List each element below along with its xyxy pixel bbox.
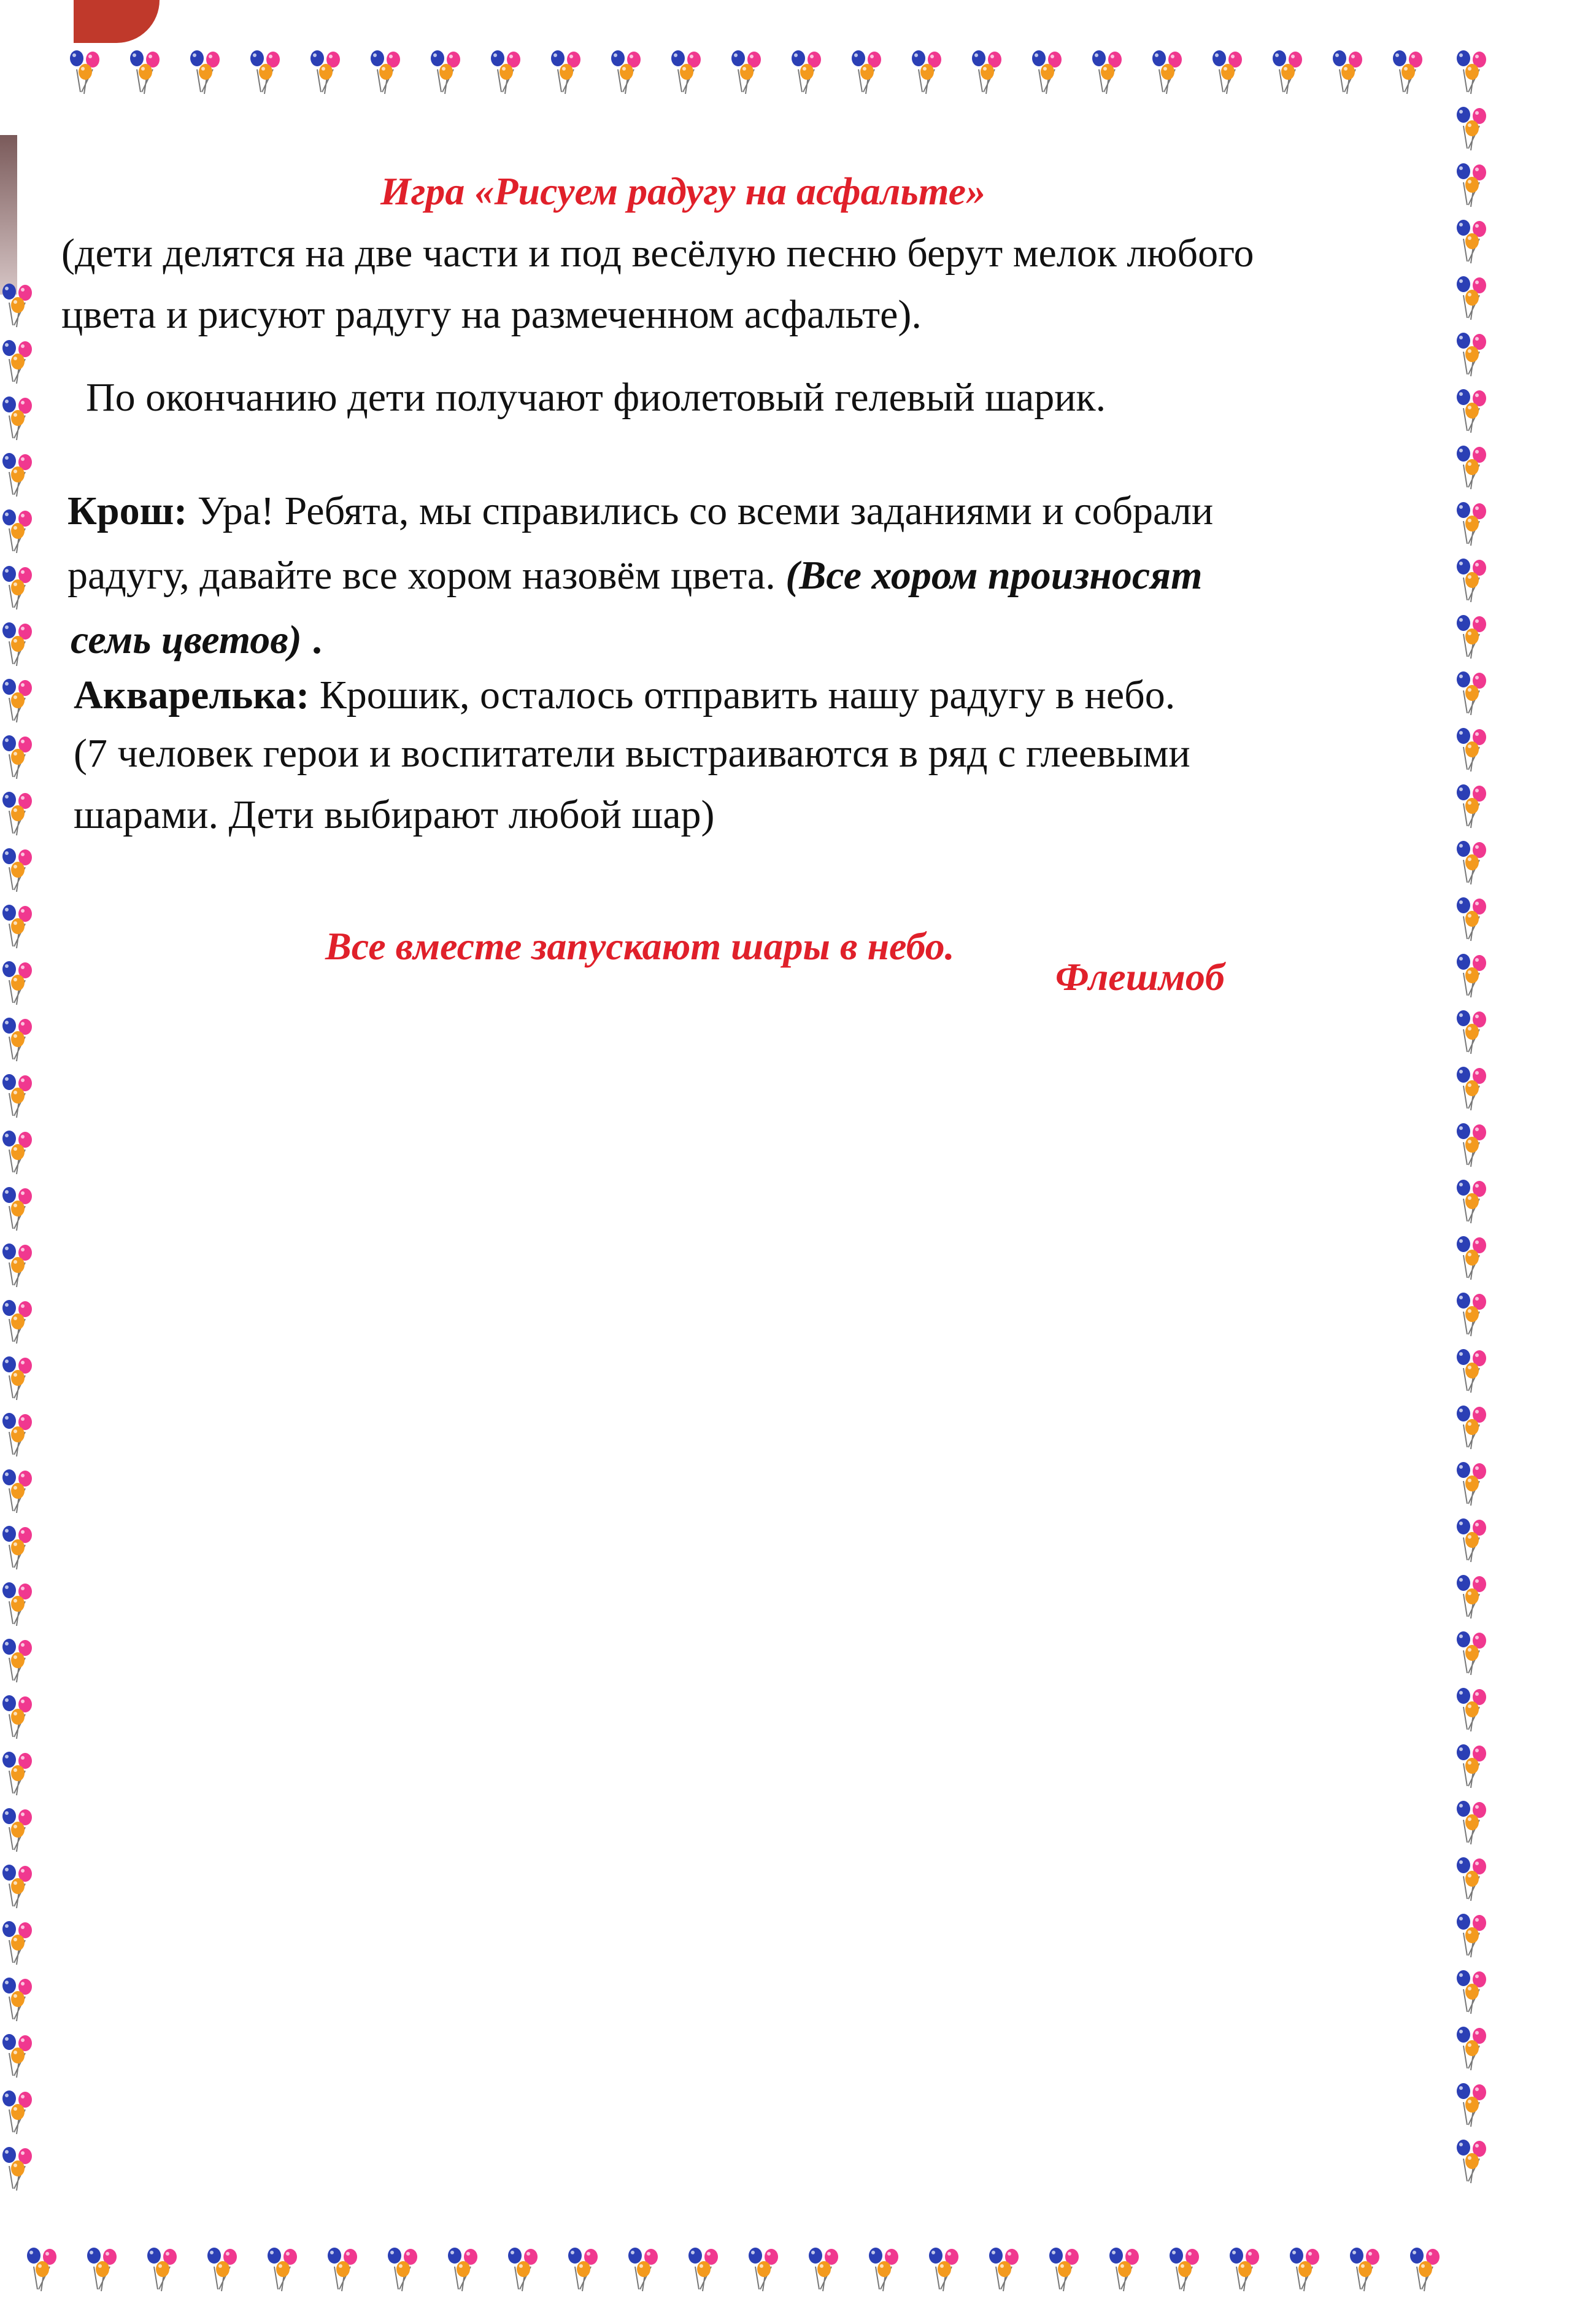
- krosh-stage-direction-a: (Все хором произносят: [785, 553, 1203, 598]
- balloon-border-left: [0, 282, 37, 2246]
- krosh-line-1: [67, 491, 1213, 532]
- balloons-icon: [25, 2246, 1509, 2295]
- paper-tear-decoration: [74, 0, 160, 43]
- krosh-stage-direction-end: .: [312, 617, 322, 662]
- krosh-line-3: [71, 617, 322, 662]
- intro-line-2: цвета и рисуют радугу на размеченном асфальте).: [61, 292, 922, 337]
- balloons-icon: [0, 282, 37, 2246]
- intro-line-1: (дети делятся на две части и под весёлую песню берут мелок любого: [61, 231, 1254, 276]
- finale-line: Все вместе запускают шары в небо.: [325, 924, 955, 968]
- akvarelka-note-2: шарами. Дети выбирают любой шар): [74, 792, 715, 837]
- krosh-text-2: радугу, давайте все хором назовём цвета.: [67, 553, 776, 598]
- reward-line: По окончанию дети получают фиолетовый гелевый шарик.: [86, 375, 1106, 420]
- akvarelka-note-1: (7 человек герои и воспитатели выстраиваются в ряд с глеевыми: [74, 731, 1190, 776]
- krosh-line-2: [67, 555, 1203, 596]
- game-title: Игра «Рисуем радугу на асфальте»: [380, 169, 986, 213]
- speaker-akvarelka: Акварелька:: [74, 673, 310, 717]
- krosh-stage-direction-b: семь цветов): [71, 617, 302, 662]
- flashmob-label: Флешмоб: [1055, 955, 1225, 999]
- balloons-icon: [1454, 49, 1503, 2246]
- krosh-text-1: Ура! Ребята, мы справились со всеми заданиями и собрали: [197, 489, 1214, 533]
- speaker-krosh: Крош:: [67, 489, 188, 533]
- balloon-border-right: [1454, 49, 1503, 2246]
- balloon-border-top: [67, 49, 1467, 98]
- akvarelka-line-1: [74, 675, 1175, 716]
- akvarelka-text-1: Крошик, осталось отправить нашу радугу в небо.: [319, 673, 1176, 717]
- paper-edge-shadow: [0, 135, 17, 295]
- balloons-icon: [67, 49, 1467, 98]
- balloon-border-bottom: [25, 2246, 1509, 2295]
